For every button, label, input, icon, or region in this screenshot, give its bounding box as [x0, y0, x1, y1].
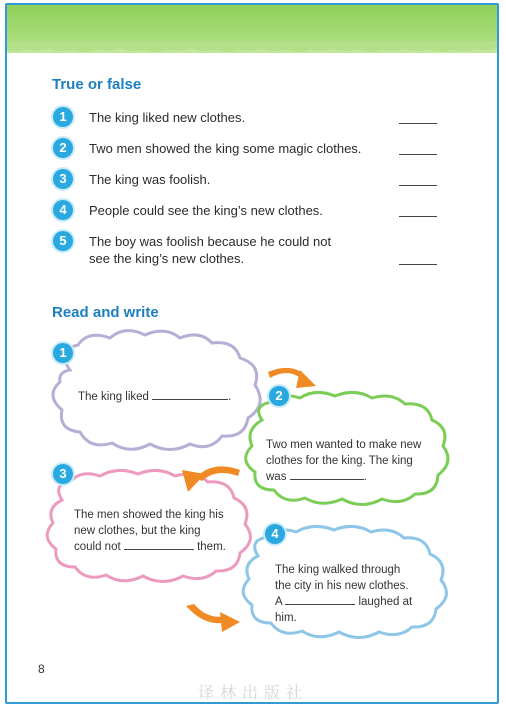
bubble-3-before: could not	[74, 541, 121, 553]
bubble-3-blank[interactable]	[124, 539, 194, 550]
question-number-5: 5	[53, 231, 73, 251]
question-number-4: 4	[53, 200, 73, 220]
answer-line-4[interactable]	[399, 216, 437, 217]
bubble-2-after: .	[363, 471, 367, 483]
bubble-2-before: was	[266, 471, 287, 483]
question-4-text: People could see the king’s new clothes.	[89, 203, 323, 218]
answer-line-1[interactable]	[399, 123, 437, 124]
bubble-4-after: laughed at	[358, 596, 413, 608]
bubble-number-1: 1	[53, 343, 73, 363]
bubble-2-line-2: clothes for the king. The king	[266, 455, 413, 467]
bubble-number-3: 3	[53, 464, 73, 484]
question-5-line-2: see the king’s new clothes.	[89, 251, 245, 266]
bubble-1-before: The king liked	[78, 391, 149, 403]
bubble-1-blank[interactable]	[152, 389, 228, 400]
answer-line-5[interactable]	[399, 264, 437, 265]
question-number-2: 2	[53, 138, 73, 158]
bubble-4-blank[interactable]	[285, 594, 355, 605]
bubble-3-text	[74, 507, 226, 555]
page-number: 8	[38, 662, 45, 676]
answer-line-2[interactable]	[399, 154, 437, 155]
bubble-3-line-3	[74, 539, 226, 555]
bubble-4-line-1: The king walked through	[275, 564, 401, 576]
answer-line-3[interactable]	[399, 185, 437, 186]
bubble-number-4: 4	[265, 524, 285, 544]
bubble-number-2: 2	[269, 386, 289, 406]
publisher-watermark: 译林出版社	[197, 683, 308, 702]
arrow-3-to-4	[186, 604, 240, 632]
bubble-4-text	[275, 562, 412, 626]
question-1-text: The king liked new clothes.	[89, 110, 246, 125]
bubble-3-line-1: The men showed the king his	[74, 509, 224, 521]
bubble-2-line-3	[266, 469, 421, 485]
bubble-1-after: .	[228, 391, 232, 403]
question-5-text	[89, 233, 331, 267]
question-2-text: Two men showed the king some magic clothes.	[89, 141, 362, 156]
bubble-4-line-4: him.	[275, 612, 297, 624]
question-number-1: 1	[53, 107, 73, 127]
question-5-line-1: The boy was foolish because he could not	[89, 234, 332, 249]
bubble-1-text	[78, 389, 231, 405]
section-title-read-and-write: Read and write	[52, 304, 159, 321]
bubble-2-blank[interactable]	[290, 469, 364, 480]
bubble-4-line-2: the city in his new clothes.	[275, 580, 409, 592]
bubble-4-line-3	[275, 594, 412, 610]
question-number-3: 3	[53, 169, 73, 189]
bubble-2-text	[266, 437, 421, 485]
bubble-2-line-1: Two men wanted to make new	[266, 439, 422, 451]
question-3-text: The king was foolish.	[89, 172, 211, 187]
bubble-4-before: A	[275, 596, 283, 608]
bubble-3-after: them.	[197, 541, 226, 553]
section-title-true-or-false: True or false	[52, 76, 142, 93]
arrow-1-to-2	[268, 368, 316, 388]
bubble-3-line-2: new clothes, but the king	[74, 525, 201, 537]
